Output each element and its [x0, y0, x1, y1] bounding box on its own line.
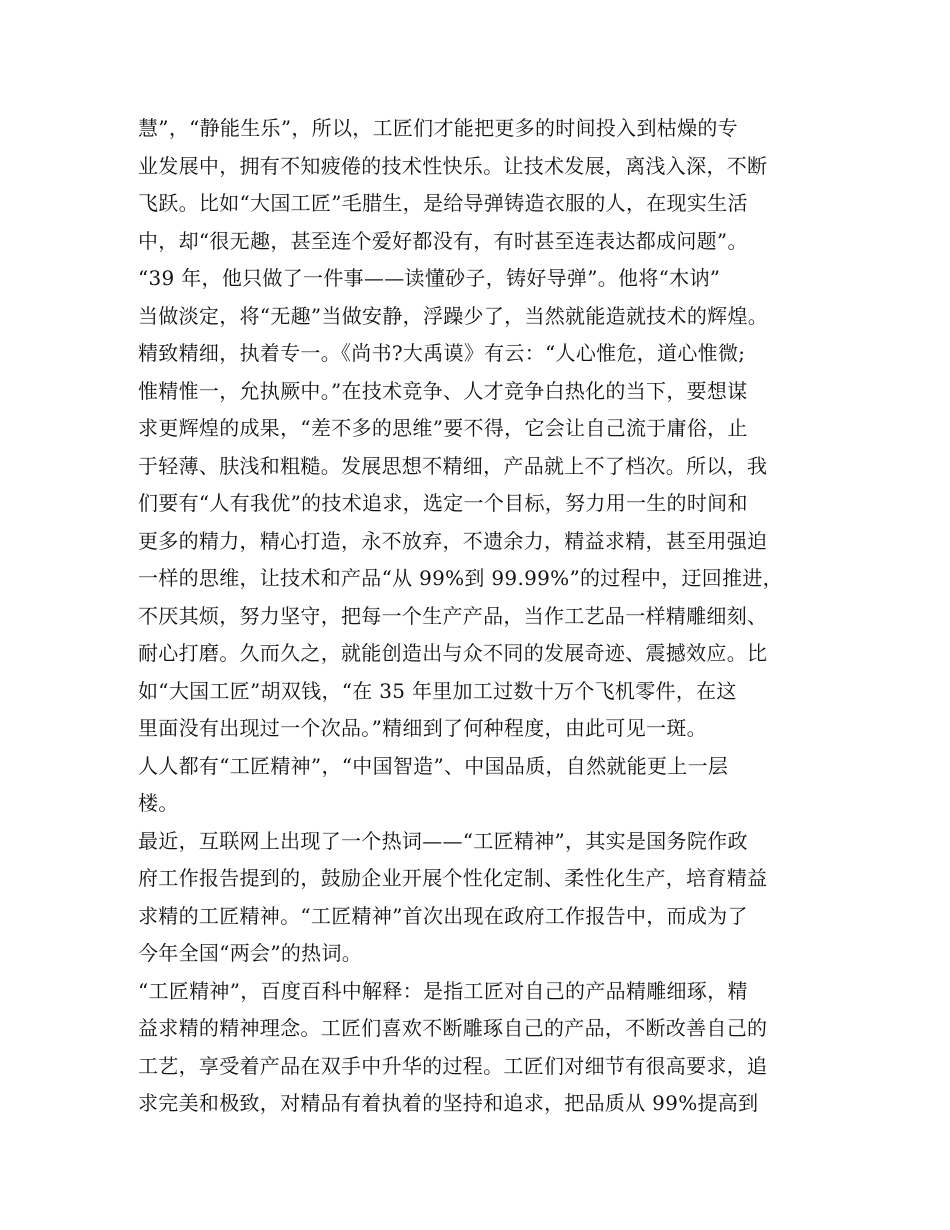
- text-line: 益求精的精神理念。工匠们喜欢不断雕琢自己的产品，不断改善自己的: [138, 1016, 768, 1040]
- text-line: 业发展中，拥有不知疲倦的技术性快乐。让技术发展，离浅入深，不断: [138, 153, 768, 178]
- text-line: “工匠精神”，百度百科中解释：是指工匠对自己的产品精雕细琢，精: [138, 978, 748, 1003]
- text-line: 中，却“很无趣，甚至连个爱好都没有，有时甚至连表达都成问题”。: [138, 228, 748, 253]
- text-line: 人人都有“工匠精神”，“中国智造”、中国品质，自然就能更上一层: [138, 753, 729, 778]
- document-body: [138, 110, 838, 1123]
- text-line: 耐心打磨。久而久之，就能创造出与众不同的发展奇迹、震撼效应。比: [138, 641, 768, 665]
- text-line: 工艺，享受着产品在双手中升华的过程。工匠们对细节有很高要求，追: [138, 1053, 768, 1078]
- text-line: 里面没有出现过一个次品。”精细到了何种程度，由此可见一斑。: [138, 716, 707, 740]
- text-line: 当做淡定，将“无趣”当做安静，浮躁少了，当然就能造就技术的辉煌。: [138, 303, 769, 328]
- text-line: 飞跃。比如“大国工匠”毛腊生，是给导弹铸造衣服的人，在现实生活: [138, 191, 748, 215]
- text-line: 惟精惟一，允执厥中。”在技术竞争、人才竞争白热化的当下，要想谋: [138, 378, 748, 403]
- text-line: 最近，互联网上出现了一个热词——“工匠精神”，其实是国务院作政: [138, 828, 748, 853]
- text-line: 们要有“人有我优”的技术追求，选定一个目标，努力用一生的时间和: [138, 491, 748, 515]
- text-line: 求更辉煌的成果，“差不多的思维”要不得，它会让自己流于庸俗，止: [138, 416, 748, 440]
- text-line: 慧”，“静能生乐”，所以，工匠们才能把更多的时间投入到枯燥的专: [138, 116, 738, 140]
- text-line: 不厌其烦，努力坚守，把每一个生产产品，当作工艺品一样精雕细刻、: [138, 603, 768, 628]
- text-line: 求精的工匠精神。“工匠精神”首次出现在政府工作报告中，而成为了: [138, 903, 748, 928]
- text-line: 楼。: [138, 791, 179, 815]
- text-line: 今年全国“两会”的热词。: [138, 941, 363, 965]
- text-line: 于轻薄、肤浅和粗糙。发展思想不精细，产品就上不了档次。所以，我: [138, 453, 768, 478]
- text-line: “39 年，他只做了一件事——读懂砂子，铸好导弹”。他将“木讷”: [138, 266, 721, 290]
- text-line: 求完美和极致，对精品有着执着的坚持和追求，把品质从 99%提高到: [138, 1091, 759, 1115]
- text-line: 一样的思维，让技术和产品“从 99%到 99.99%”的过程中，迂回推进，: [138, 566, 783, 590]
- text-line: 府工作报告提到的，鼓励企业开展个性化定制、柔性化生产，培育精益: [138, 866, 768, 890]
- text-line: 更多的精力，精心打造，永不放弃，不遗余力，精益求精，甚至用强迫: [138, 528, 768, 553]
- text-line: 精致精细，执着专一。《尚书?大禹谟》有云：“人心惟危，道心惟微;: [138, 341, 746, 365]
- text-line: 如“大国工匠”胡双钱，“在 35 年里加工过数十万个飞机零件，在这: [138, 678, 737, 703]
